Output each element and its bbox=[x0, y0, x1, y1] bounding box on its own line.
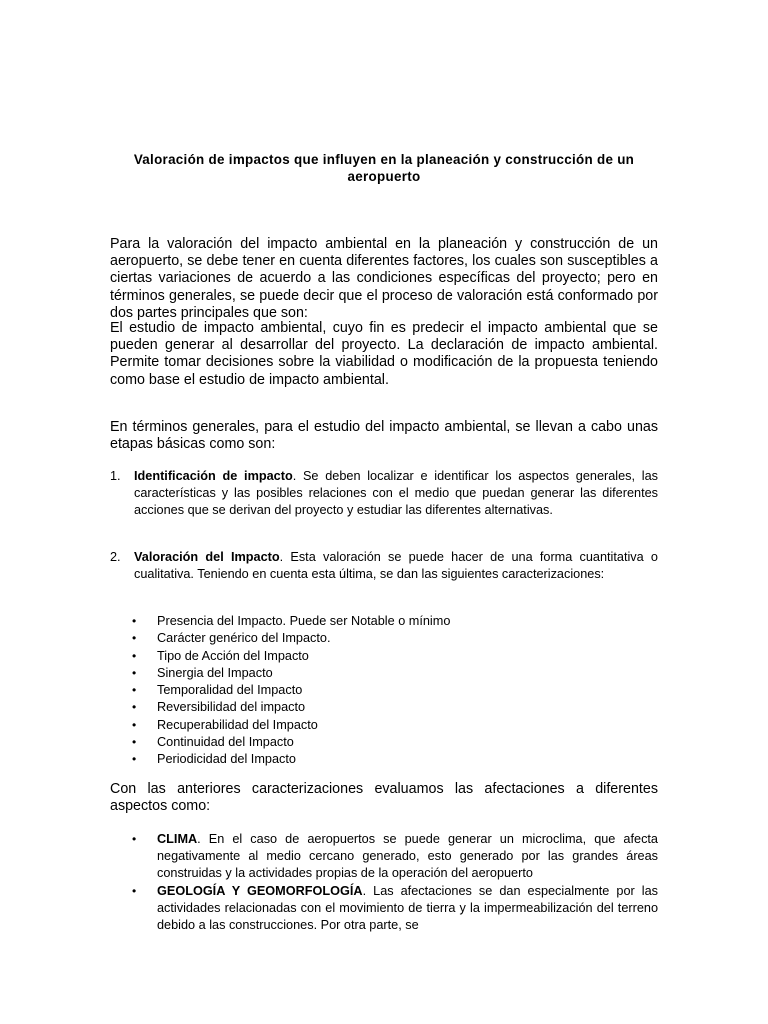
stage-list-1 bbox=[110, 468, 658, 520]
bullet-icon: • bbox=[132, 683, 137, 698]
list-item: • Sinergia del Impacto bbox=[130, 665, 658, 682]
stage-item bbox=[110, 468, 658, 520]
bullet-icon: • bbox=[132, 752, 137, 767]
stage-text: . Esta valoración se puede hacer de una forma cuantitativa o cualitativa. Teniendo en cuenta esta última, se dan las siguientes caracterizaciones: bbox=[134, 550, 658, 582]
intro-paragraph: Para la valoración del impacto ambiental en la planeación y construcción de un aeropuerto, se debe tener en cuenta diferentes factores, los cuales son susceptibles a ciertas variaciones de acuerdo a las condiciones específicas del proyecto; pero en términos generales, se puede decir que el proceso de valoración está conformado por dos partes principales que son: bbox=[110, 236, 658, 321]
bullet-icon: • bbox=[132, 665, 137, 680]
stage-list-2 bbox=[110, 549, 658, 583]
list-item: • Tipo de Acción del Impacto bbox=[130, 648, 658, 665]
list-item: • Presencia del Impacto. Puede ser Notable o mínimo bbox=[130, 613, 658, 630]
aspect-text: . En el caso de aeropuertos se puede generar un microclima, que afecta negativamente al medio cercano generado, esto generado por las grandes áreas construidas y la actividades propias de la operación del aeropuerto bbox=[157, 832, 658, 881]
stage-number: 2. bbox=[110, 550, 121, 564]
bullet-icon: • bbox=[132, 717, 137, 732]
aspects-intro-paragraph: Con las anteriores caracterizaciones evaluamos las afectaciones a diferentes aspectos como: bbox=[110, 781, 658, 815]
aspects-list bbox=[130, 831, 658, 934]
bullet-icon: • bbox=[132, 631, 137, 646]
stage-heading: Valoración del Impacto bbox=[134, 550, 280, 564]
list-item: • Periodicidad del Impacto bbox=[130, 751, 658, 768]
bullet-icon: • bbox=[132, 832, 137, 846]
bullet-icon: • bbox=[132, 700, 137, 715]
stage-heading: Identificación de impacto bbox=[134, 469, 293, 483]
bullet-icon: • bbox=[132, 648, 137, 663]
characterization-list bbox=[130, 613, 658, 769]
bullet-icon: • bbox=[132, 735, 137, 750]
list-item: • Temporalidad del Impacto bbox=[130, 682, 658, 699]
aspect-text: . Las afectaciones se dan especialmente por las actividades relacionadas con el movimiento de tierra y la impermeabilización del terreno debido a las construcciones. Por otra parte, se bbox=[157, 883, 658, 933]
aspect-heading: GEOLOGÍA Y GEOMORFOLOGÍA bbox=[157, 883, 363, 898]
study-paragraph: El estudio de impacto ambiental, cuyo fin es predecir el impacto ambiental que se pueden generar al desarrollar del proyecto. La declaración de impacto ambiental. Permite tomar decisiones sobre la viabilidad o modificación de la propuesta teniendo como base el estudio de impacto ambiental. bbox=[110, 320, 658, 388]
list-item: • Continuidad del Impacto bbox=[130, 734, 658, 751]
stages-intro-paragraph: En términos generales, para el estudio del impacto ambiental, se llevan a cabo unas etapas básicas como son: bbox=[110, 419, 658, 453]
document-title: Valoración de impactos que influyen en la planeación y construcción de un aeropuerto bbox=[133, 152, 635, 184]
list-item bbox=[130, 831, 658, 883]
list-item: • Reversibilidad del impacto bbox=[130, 699, 658, 716]
aspect-heading: CLIMA bbox=[157, 832, 198, 846]
list-item: • Recuperabilidad del Impacto bbox=[130, 717, 658, 734]
list-item bbox=[130, 883, 658, 935]
bullet-icon: • bbox=[132, 614, 137, 628]
list-item: • Carácter genérico del Impacto. bbox=[130, 630, 658, 647]
bullet-icon: • bbox=[132, 883, 137, 898]
stage-number: 1. bbox=[110, 469, 121, 483]
stage-item bbox=[110, 549, 658, 583]
stage-text: . Se deben localizar e identificar los aspectos generales, las características y las posibles relaciones con el medio que puedan generar las diferentes acciones que se derivan del proyecto y estudiar las diferentes alternativas. bbox=[134, 469, 658, 518]
